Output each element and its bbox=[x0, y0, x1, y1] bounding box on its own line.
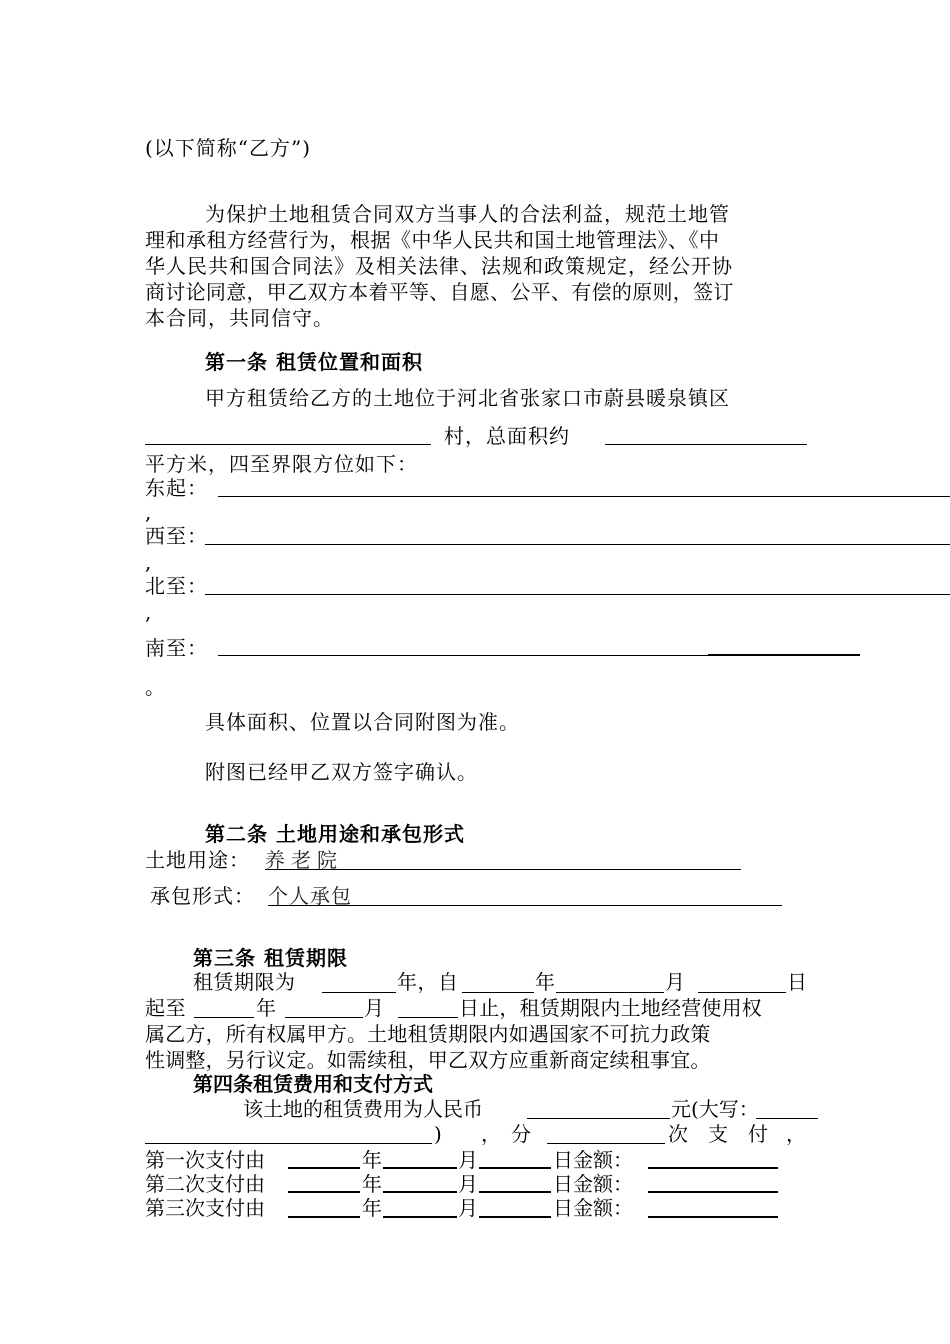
village-blank[interactable] bbox=[145, 444, 431, 445]
west-comma: , bbox=[145, 550, 153, 574]
intro-line: 为保护土地租赁合同双方当事人的合法利益，规范土地管 bbox=[205, 202, 730, 226]
payment-year-unit: 年 bbox=[362, 1196, 382, 1220]
east-comma: , bbox=[145, 500, 153, 524]
start-month-blank[interactable] bbox=[556, 992, 664, 993]
location-line: 甲方租赁给乙方的土地位于河北省张家口市蔚县暖泉镇区 bbox=[205, 386, 730, 410]
payment-amount-label: 日金额： bbox=[553, 1148, 633, 1172]
intro-line: 商讨论同意，甲乙双方本着平等、自愿、公平、有偿的原则，签订 bbox=[145, 280, 734, 304]
payment-year-blank[interactable] bbox=[288, 1191, 360, 1193]
payment-amount-label: 日金额： bbox=[553, 1172, 633, 1196]
intro-line: 本合同，共同信守。 bbox=[145, 306, 334, 330]
payment-month-unit: 月 bbox=[458, 1172, 478, 1196]
term-line: 性调整，另行议定。如需续租，甲乙双方应重新商定续租事宜。 bbox=[145, 1048, 711, 1072]
payment-year-unit: 年 bbox=[362, 1148, 382, 1172]
end-month-blank[interactable] bbox=[285, 1017, 363, 1018]
payment-month-blank[interactable] bbox=[383, 1216, 457, 1218]
article-1-title: 第一条 租赁位置和面积 bbox=[205, 350, 423, 374]
south-period: 。 bbox=[145, 675, 166, 699]
land-use-value: 养老院 bbox=[265, 848, 343, 872]
term-to-label: 起至 bbox=[145, 996, 186, 1020]
area-blank[interactable] bbox=[605, 444, 807, 445]
payment-day-blank[interactable] bbox=[479, 1191, 551, 1193]
payment-label: 第二次支付由 bbox=[145, 1172, 265, 1196]
fee-capital-blank-cont[interactable] bbox=[145, 1143, 432, 1144]
fee-close-paren: ) bbox=[434, 1122, 443, 1146]
east-blank[interactable] bbox=[218, 496, 950, 497]
payment-label: 第三次支付由 bbox=[145, 1196, 265, 1220]
start-year-blank[interactable] bbox=[462, 992, 534, 993]
start-day-unit: 日 bbox=[787, 970, 808, 994]
pay-char-1: 支 bbox=[708, 1122, 729, 1146]
payment-month-blank[interactable] bbox=[383, 1191, 457, 1193]
village-label: 村，总面积约 bbox=[444, 424, 570, 448]
pay-char-2: 付 bbox=[748, 1122, 769, 1146]
payment-year-unit: 年 bbox=[362, 1172, 382, 1196]
pay-comma: ， bbox=[786, 1122, 807, 1146]
fee-capital-label: 元(大写： bbox=[671, 1097, 759, 1121]
fee-amount-blank[interactable] bbox=[527, 1118, 670, 1119]
term-from: 年，自 bbox=[397, 970, 459, 994]
start-day-blank[interactable] bbox=[698, 992, 786, 993]
start-year-unit: 年 bbox=[535, 970, 556, 994]
payment-amount-label: 日金额： bbox=[553, 1196, 633, 1220]
term-line: 属乙方，所有权属甲方。土地租赁期限内如遇国家不可抗力政策 bbox=[145, 1022, 711, 1046]
north-blank[interactable] bbox=[205, 594, 950, 595]
end-year-unit: 年 bbox=[256, 996, 277, 1020]
fee-comma: ， bbox=[481, 1122, 502, 1146]
contract-form-label: 承包形式： bbox=[150, 884, 255, 908]
payment-amount-blank[interactable] bbox=[648, 1167, 778, 1169]
payment-month-unit: 月 bbox=[458, 1148, 478, 1172]
article-2-title: 第二条 土地用途和承包形式 bbox=[205, 822, 465, 846]
payment-month-unit: 月 bbox=[458, 1196, 478, 1220]
north-label: 北至： bbox=[145, 574, 208, 598]
article-3-title: 第三条 租赁期限 bbox=[193, 946, 348, 970]
south-blank[interactable] bbox=[218, 655, 708, 656]
payment-amount-blank[interactable] bbox=[648, 1216, 778, 1218]
north-comma: , bbox=[145, 600, 153, 624]
payment-amount-blank[interactable] bbox=[648, 1191, 778, 1193]
land-use-label: 土地用途： bbox=[145, 848, 250, 872]
article-4-title: 第四条租赁费用和支付方式 bbox=[193, 1072, 433, 1096]
payment-year-blank[interactable] bbox=[288, 1167, 360, 1169]
term-end-text: 日止，租赁期限内土地经营使用权 bbox=[459, 996, 762, 1020]
south-label: 南至： bbox=[145, 636, 208, 660]
installments-label: 分 bbox=[511, 1122, 532, 1146]
map-note: 附图已经甲乙双方签字确认。 bbox=[205, 760, 478, 784]
intro-line: 华人民共和国合同法》及相关法律、法规和政策规定，经公开协 bbox=[145, 254, 733, 278]
east-label: 东起： bbox=[145, 476, 208, 500]
end-month-unit: 月 bbox=[364, 996, 385, 1020]
payment-label: 第一次支付由 bbox=[145, 1148, 265, 1172]
abbrev-note: (以下简称“乙方”) bbox=[145, 136, 312, 160]
end-day-blank[interactable] bbox=[398, 1017, 458, 1018]
fee-label: 该土地的租赁费用为人民币 bbox=[243, 1097, 483, 1121]
term-years-blank[interactable] bbox=[322, 992, 396, 993]
intro-line: 理和承租方经营行为，根据《中华人民共和国土地管理法》、《中 bbox=[145, 228, 720, 252]
fee-capital-blank[interactable] bbox=[756, 1118, 818, 1119]
installments-blank[interactable] bbox=[547, 1143, 665, 1144]
end-year-blank[interactable] bbox=[194, 1017, 254, 1018]
payment-day-blank[interactable] bbox=[479, 1216, 551, 1218]
contract-form-field[interactable] bbox=[268, 905, 782, 906]
contract-form-value: 个人承包 bbox=[268, 884, 352, 908]
payment-day-blank[interactable] bbox=[479, 1167, 551, 1169]
land-use-field[interactable] bbox=[265, 869, 741, 870]
west-label: 西至： bbox=[145, 524, 208, 548]
payment-month-blank[interactable] bbox=[383, 1167, 457, 1169]
payment-year-blank[interactable] bbox=[288, 1216, 360, 1218]
south-blank-extension[interactable] bbox=[708, 654, 860, 656]
area-note: 具体面积、位置以合同附图为准。 bbox=[205, 710, 520, 734]
start-month-unit: 月 bbox=[665, 970, 686, 994]
installments-unit: 次 bbox=[668, 1122, 689, 1146]
west-blank[interactable] bbox=[205, 544, 950, 545]
term-label: 租赁期限为 bbox=[193, 970, 296, 994]
area-unit-line: 平方米，四至界限方位如下： bbox=[145, 452, 418, 476]
